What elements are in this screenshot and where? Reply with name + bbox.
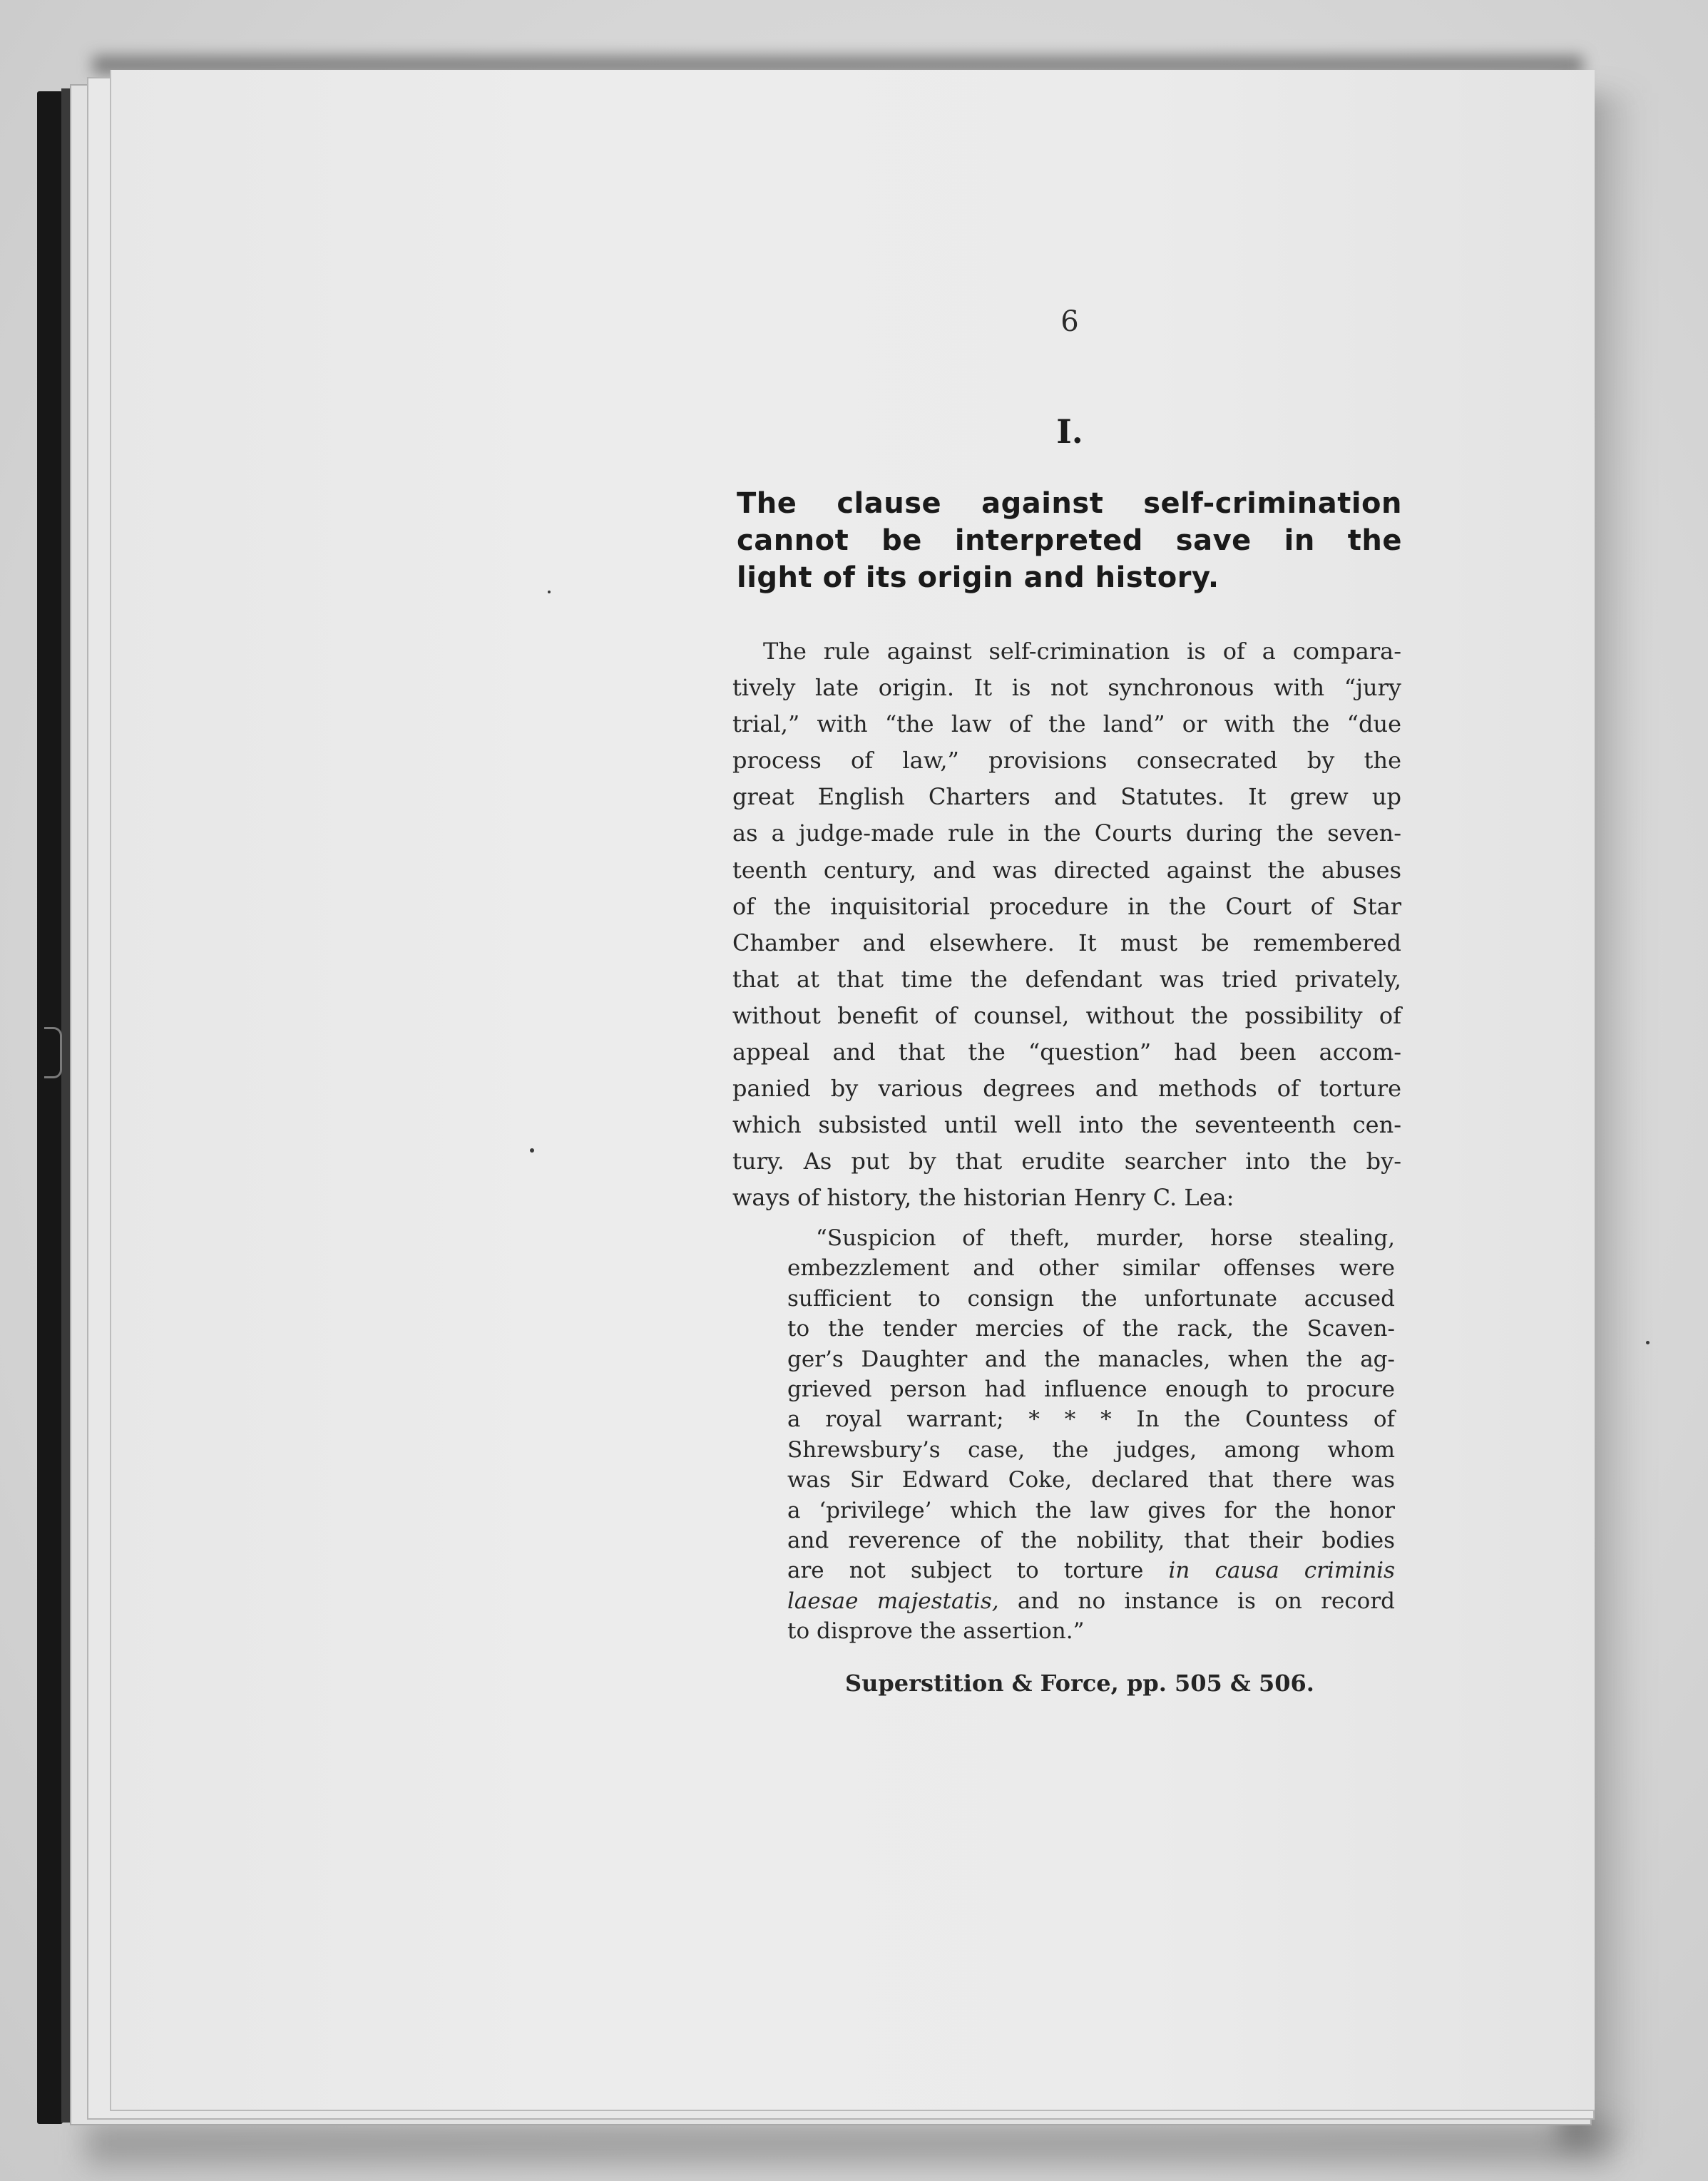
text-line: trial,” with “the law of the land” or with the “due: [732, 710, 1401, 738]
bottom-shadow: [86, 2122, 1612, 2165]
text-line: teenth century, and was directed against the abuses: [732, 856, 1401, 884]
text-line: without benefit of counsel, without the possibility of: [732, 1001, 1401, 1029]
text-line: as a judge-made rule in the Courts during the seven-: [732, 819, 1401, 847]
quote-line: sufficient to consign the unfortunate accused: [787, 1285, 1395, 1312]
quote-line: a royal warrant; * * * In the Countess of: [787, 1406, 1395, 1433]
quote-line: embezzlement and other similar offenses were: [787, 1255, 1395, 1282]
quote-line: grieved person had influence enough to procure: [787, 1376, 1395, 1403]
quote-line: to the tender mercies of the rack, the Scaven-: [787, 1316, 1395, 1342]
block-quote: [787, 1223, 1395, 1647]
text-line: tively late origin. It is not synchronous with “jury: [732, 674, 1401, 702]
quote-line: [787, 1586, 1395, 1616]
quote-line: [787, 1556, 1395, 1585]
body-paragraph: [732, 633, 1401, 1217]
quote-line: a ‘privilege’ which the law gives for the honor: [787, 1497, 1395, 1523]
text-line: ways of history, the historian Henry C. Lea:: [732, 1184, 1234, 1212]
text-line: great English Charters and Statutes. It grew up: [732, 783, 1401, 811]
quote-text: are not subject to torture: [787, 1558, 1169, 1584]
text-line: tury. As put by that erudite searcher into the by-: [732, 1148, 1401, 1175]
quote-text: and no instance is on record: [998, 1588, 1395, 1614]
paper-speck: [530, 1148, 534, 1153]
latin-phrase: laesae majestatis,: [787, 1588, 999, 1614]
heading-line: light of its origin and history.: [737, 561, 1219, 594]
quote-line: “Suspicion of theft, murder, horse stealing,: [816, 1225, 1395, 1251]
text-line: appeal and that the “question” had been accom-: [732, 1038, 1401, 1066]
text-line: The rule against self-crimination is of a compara-: [763, 638, 1401, 665]
section-numeral: I.: [1056, 412, 1083, 451]
quote-line: Shrewsbury’s case, the judges, among whom: [787, 1436, 1395, 1463]
text-line: process of law,” provisions consecrated by the: [732, 747, 1401, 775]
binder-clip: [44, 1027, 62, 1078]
paper-speck: [1646, 1341, 1650, 1344]
page-number: 6: [1060, 305, 1079, 338]
text-line: that at that time the defendant was tried privately,: [732, 965, 1401, 993]
text-line: which subsisted until well into the seventeenth cen-: [732, 1111, 1401, 1139]
citation: Superstition & Force, pp. 505 & 506.: [845, 1670, 1314, 1697]
quote-line: ger’s Daughter and the manacles, when the ag-: [787, 1346, 1395, 1372]
quote-line: and reverence of the nobility, that their bodies: [787, 1528, 1395, 1554]
quote-line: was Sir Edward Coke, declared that there was: [787, 1467, 1395, 1493]
text-line: panied by various degrees and methods of torture: [732, 1075, 1401, 1103]
quote-line: to disprove the assertion.”: [787, 1618, 1085, 1645]
text-line: Chamber and elsewhere. It must be remembered: [732, 929, 1401, 956]
heading-line: The clause against self-crimination: [737, 487, 1402, 520]
section-heading: [737, 485, 1402, 596]
heading-line: cannot be interpreted save in the: [737, 524, 1402, 557]
text-line: of the inquisitorial procedure in the Court of Star: [732, 892, 1401, 920]
binder-spine: [37, 91, 63, 2124]
latin-phrase: in causa criminis: [1168, 1558, 1395, 1584]
paper-speck: [548, 591, 551, 593]
